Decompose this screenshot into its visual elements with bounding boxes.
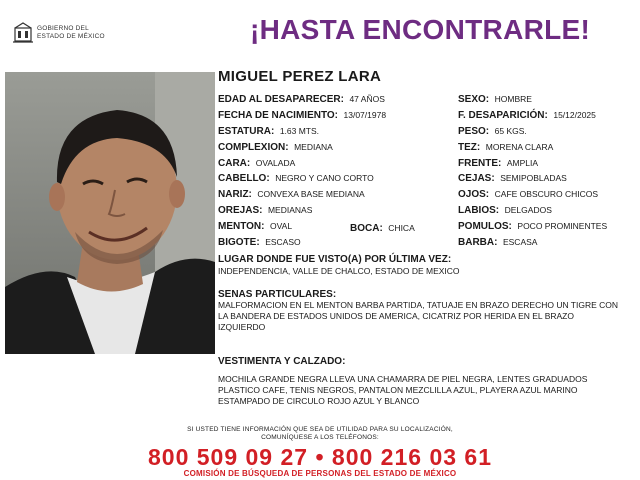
field-value: MEDIANAS	[267, 205, 313, 215]
field-label: F. DESAPARICIÓN:	[458, 110, 548, 121]
field-value: CHICA	[388, 223, 415, 233]
logo-text: GOBIERNO DEL ESTADO DE MÉXICO	[37, 25, 105, 40]
phone-numbers	[0, 444, 640, 471]
field-barba	[458, 237, 537, 248]
clothing-label: VESTIMENTA Y CALZADO:	[218, 356, 346, 367]
field-peso	[458, 126, 527, 137]
field-fecha-desaparicion	[458, 110, 596, 121]
field-labios	[458, 205, 552, 216]
last-seen-value: INDEPENDENCIA, VALLE DE CHALCO, ESTADO DE MEXICO	[218, 266, 460, 276]
field-value: 1.63 MTS.	[279, 126, 320, 136]
field-label: PESO:	[458, 126, 490, 137]
field-label: CABELLO:	[218, 173, 270, 184]
field-label: MENTON:	[218, 221, 265, 232]
field-frente	[458, 158, 538, 169]
field-bigote	[218, 237, 301, 248]
field-menton	[218, 221, 292, 232]
field-label: CEJAS:	[458, 173, 495, 184]
headline: ¡HASTA ENCONTRARLE!	[250, 14, 591, 45]
missing-person-photo	[5, 72, 215, 354]
distinguishing-marks-value: MALFORMACION EN EL MENTON BARBA PARTIDA, TATUAJE EN BRAZO DERECHO UN TIGRE CON LA BANDERA DE ESTADOS UNIDOS DE AMERICA, CICATRIZ POR HERIDA EN EL BRAZO IZQUIERDO	[218, 300, 619, 332]
field-estatura	[218, 126, 319, 137]
field-value: CAFE OBSCURO CHICOS	[494, 189, 599, 199]
field-value: HOMBRE	[494, 94, 532, 104]
field-ojos	[458, 189, 598, 200]
field-value: POCO PROMINENTES	[517, 221, 608, 231]
field-label: EDAD AL DESAPARECER:	[218, 94, 344, 105]
phone-separator: •	[315, 444, 325, 470]
field-boca	[350, 223, 415, 234]
field-value: SEMIPOBLADAS	[500, 173, 567, 183]
field-label: CARA:	[218, 158, 251, 169]
field-value: 65 KGS.	[494, 126, 527, 136]
state-coat-of-arms-icon	[12, 22, 34, 44]
field-label: OJOS:	[458, 189, 490, 200]
field-label: ESTATURA:	[218, 126, 275, 137]
field-label: NARIZ:	[218, 189, 252, 200]
field-value: AMPLIA	[506, 158, 539, 168]
field-complexion	[218, 142, 333, 153]
field-tez	[458, 142, 553, 153]
field-label: TEZ:	[458, 142, 481, 153]
last-seen-label: LUGAR DONDE FUE VISTO(A) POR ÚLTIMA VEZ:	[218, 254, 452, 265]
field-fecha-nacimiento	[218, 110, 386, 121]
field-edad	[218, 94, 385, 105]
field-label: POMULOS:	[458, 221, 512, 232]
clothing-value: MOCHILA GRANDE NEGRA LLEVA UNA CHAMARRA DE PIEL NEGRA, LENTES GRADUADOS PLASTICO CAFE, TENIS NEGROS, PANTALON MEZCLILLA AZUL, PLAYERA AZUL MARINO ESTAMPADO DE CIRCULO ROJO AZUL Y BLANCO	[218, 374, 588, 406]
field-cejas	[458, 173, 567, 184]
person-name: MIGUEL PEREZ LARA	[218, 68, 382, 85]
field-value: ESCASO	[265, 237, 301, 247]
field-value: OVALADA	[255, 158, 296, 168]
field-value: MEDIANA	[294, 142, 333, 152]
field-label: BIGOTE:	[218, 237, 260, 248]
field-cabello	[218, 173, 374, 184]
field-value: 13/07/1978	[343, 110, 387, 120]
person-portrait-icon	[5, 72, 215, 354]
field-pomulos	[458, 221, 607, 232]
field-value: 15/12/2025	[553, 110, 596, 120]
field-value: NEGRO Y CANO CORTO	[275, 173, 374, 183]
field-label: SEXO:	[458, 94, 490, 105]
field-label: FRENTE:	[458, 158, 502, 169]
field-value: ESCASA	[502, 237, 538, 247]
field-nariz	[218, 189, 365, 200]
field-label: FECHA DE NACIMIENTO:	[218, 110, 338, 121]
field-cara	[218, 158, 295, 169]
field-label: BOCA:	[350, 223, 383, 234]
field-label: BARBA:	[458, 237, 498, 248]
field-value: DELGADOS	[504, 205, 552, 215]
field-label: LABIOS:	[458, 205, 500, 216]
field-orejas	[218, 205, 312, 216]
phone-2: 800 216 03 61	[331, 444, 493, 470]
commission-name: COMISIÓN DE BÚSQUEDA DE PERSONAS DEL ESTADO DE MÉXICO	[183, 469, 457, 478]
contact-notice: SI USTED TIENE INFORMACIÓN QUE SEA DE UTILIDAD PARA SU LOCALIZACIÓN, COMUNÍQUESE A LOS TELÉFONOS:	[187, 426, 453, 441]
field-label: COMPLEXION:	[218, 142, 289, 153]
phone-1: 800 509 09 27	[147, 444, 309, 470]
government-logo	[12, 22, 122, 44]
field-label: OREJAS:	[218, 205, 263, 216]
distinguishing-marks-label: SENAS PARTICULARES:	[218, 289, 337, 300]
field-value: MORENA CLARA	[485, 142, 554, 152]
field-sexo	[458, 94, 532, 105]
field-value: OVAL	[270, 221, 293, 231]
field-value: CONVEXA BASE MEDIANA	[257, 189, 365, 199]
field-value: 47 AÑOS	[349, 94, 385, 104]
